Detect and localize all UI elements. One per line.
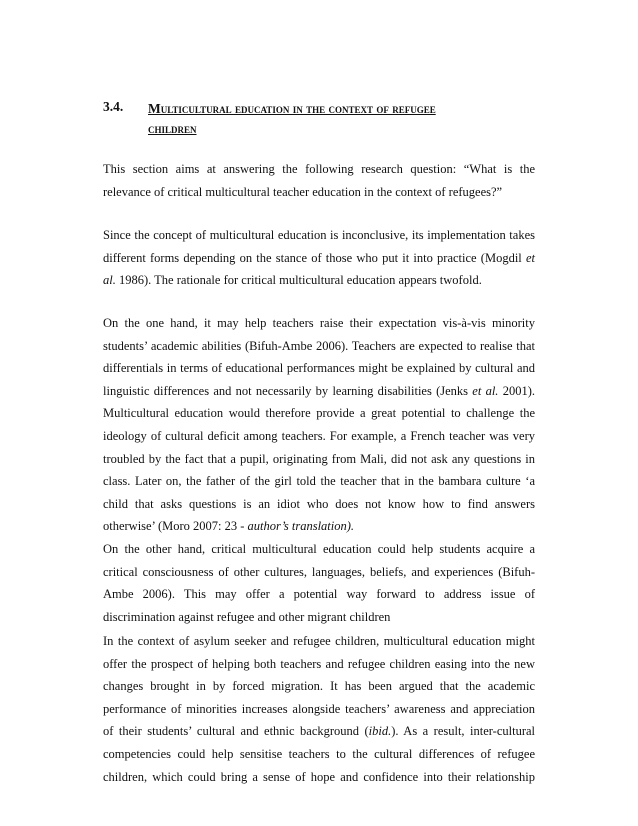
paragraph-research-question [103,158,535,203]
text-line: Since the concept of multicultural education is inconclusive, its implementation takes [103,228,535,242]
text-line: changes brought in by forced migration. It has been argued that the academic [103,679,535,694]
text-line: competencies could help sensitise teachers to the cultural differences of refugee [103,746,535,761]
text-line: differentials in terms of educational performances might be explained by cultural and [103,361,535,376]
text-line: Multicultural education would therefore provide a great potential to challenge the [103,406,535,421]
paragraph-asylum-context [103,630,535,788]
text-line: On the one hand, it may help teachers raise their expectation vis-à-vis minority [103,316,535,330]
text-line: On the other hand, critical multicultural education could help students acquire a [103,541,535,556]
text-line: In the context of asylum seeker and refugee children, multicultural education might [103,634,535,648]
text-line: relevance of critical multicultural teacher education in the context of refugees?” [103,184,503,199]
text-line: critical consciousness of other cultures, languages, beliefs, and experiences (Bifuh- [103,564,535,579]
text-line: offer the prospect of helping both teachers and refugee children easing into the new [103,656,535,671]
text-line: linguistic differences and not necessarily by learning disabilities (Jenks et al. 2001). [103,383,535,398]
paragraph-on-the-one-hand [103,312,535,628]
text-line: ideology of cultural deficit among teachers. For example, a French teacher was very [103,428,535,443]
text-line: Ambe 2006). This may offer a potential way forward to address issue of [103,587,535,602]
section-title-line-2: children [148,121,197,136]
paragraph-concept [103,224,535,292]
text-line: discrimination against refugee and other migrant children [103,609,391,624]
text-line: of their students’ cultural and ethnic background (ibid.). As a result, inter-cultural [103,724,536,739]
text-line: otherwise’ (Moro 2007: 23 - author’s translation). [103,519,355,534]
text-line: children, which could bring a sense of hope and confidence into their relationship [103,769,535,784]
section-title [148,99,548,139]
section-number: 3.4. [103,99,124,114]
text-line: al. 1986). The rationale for critical multicultural education appears twofold. [103,273,482,288]
section-title-line-1: Multicultural education in the context of refugee [148,101,436,116]
text-line: child that asks questions is an idiot who does not know how to find answers [103,496,535,511]
text-line: performance of minorities increases alongside teachers’ awareness and appreciation [103,701,535,716]
text-line: students’ academic abilities (Bifuh-Ambe 2006). Teachers are expected to realise that [103,338,535,353]
text-line: troubled by the fact that a pupil, originating from Mali, did not ask any questions in [103,451,535,466]
text-line: different forms depending on the stance of those who put it into practice (Mogdil et [103,250,535,265]
text-line: This section aims at answering the following research question: “What is the [103,162,535,176]
text-line: class. Later on, the father of the girl told the teacher that in the bambara culture ‘a [103,474,535,489]
